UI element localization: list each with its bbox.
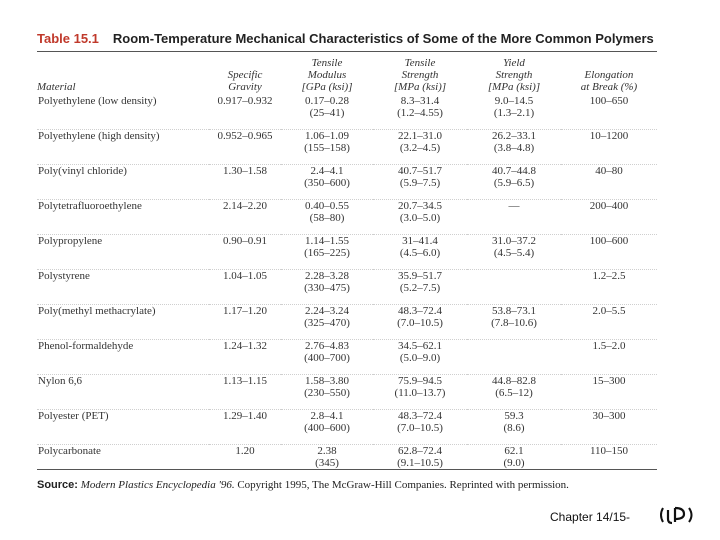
elongation-cell: 30–300 [561, 410, 657, 445]
value-si: 1.06–1.09 [305, 130, 349, 142]
material-cell: Phenol-formaldehyde [37, 340, 209, 375]
value-si: 44.8–82.8 [492, 375, 536, 387]
yield-strength-cell [467, 95, 561, 130]
material-cell: Polypropylene [37, 235, 209, 270]
value-si: 2.38 [317, 445, 337, 457]
yield-strength-cell [467, 235, 561, 270]
tensile-modulus-cell [281, 375, 373, 410]
tensile-strength-cell [373, 95, 467, 130]
material-cell: Nylon 6,6 [37, 375, 209, 410]
source-note [37, 479, 677, 491]
table-row [37, 130, 657, 165]
tensile-strength-cell [373, 235, 467, 270]
tensile-strength-cell [373, 130, 467, 165]
header-specific-gravity: Specific Gravity [227, 69, 263, 93]
tensile-modulus-cell [281, 130, 373, 165]
material-cell: Polycarbonate [38, 445, 101, 457]
value-si: 62.1 [504, 445, 524, 457]
tensile-strength-cell [373, 340, 467, 375]
bottom-rule [37, 469, 657, 470]
yield-strength-cell [467, 200, 561, 235]
table-row [37, 340, 657, 375]
specific-gravity-cell: 1.04–1.05 [209, 270, 281, 305]
source-publication: Modern Plastics Encyclopedia '96. [80, 479, 235, 491]
elongation-cell: 15–300 [561, 375, 657, 410]
elongation-cell: 100–650 [561, 95, 657, 130]
elongation-cell: 100–600 [561, 235, 657, 270]
value-ksi: (3.0–5.0) [399, 212, 441, 224]
value-ksi: (330–475) [304, 282, 350, 294]
yield-strength-cell [467, 305, 561, 340]
value-ksi: (325–470) [304, 317, 350, 329]
yield-strength-cell [467, 130, 561, 165]
value-ksi: (155–158) [304, 142, 350, 154]
table-row [37, 95, 657, 130]
elongation-cell: 200–400 [561, 200, 657, 235]
material-cell: Poly(methyl methacrylate) [37, 305, 209, 340]
elongation-cell: 2.0–5.5 [561, 305, 657, 340]
table-row [37, 445, 657, 480]
tensile-modulus-cell [281, 340, 373, 375]
header-material: Material [37, 81, 76, 93]
value-ksi: (4.5–6.0) [399, 247, 441, 259]
value-ksi: (230–550) [304, 387, 350, 399]
elongation-cell: 110–150 [589, 445, 629, 457]
tensile-modulus-cell [281, 410, 373, 445]
tensile-modulus-cell [281, 200, 373, 235]
table-row [37, 270, 657, 305]
value-si: 59.3 [504, 410, 524, 422]
value-ksi: (9.1–10.5) [397, 457, 443, 469]
yield-strength-cell [467, 375, 561, 410]
value-ksi: (5.2–7.5) [399, 282, 441, 294]
specific-gravity-cell: 1.17–1.20 [209, 305, 281, 340]
value-ksi: (165–225) [304, 247, 350, 259]
value-ksi: (3.2–4.5) [399, 142, 441, 154]
value-si: 31–41.4 [402, 235, 438, 247]
specific-gravity-cell: 1.20 [235, 445, 255, 457]
elongation-cell: 40–80 [561, 165, 657, 200]
specific-gravity-cell: 0.952–0.965 [209, 130, 281, 165]
specific-gravity-cell: 1.29–1.40 [209, 410, 281, 445]
table-row [37, 375, 657, 410]
value-si: 53.8–73.1 [492, 305, 536, 317]
tensile-modulus-cell [281, 95, 373, 130]
header-row [37, 57, 657, 95]
tensile-modulus-cell [281, 270, 373, 305]
yield-strength-cell [467, 445, 561, 480]
value-ksi: (1.3–2.1) [493, 107, 535, 119]
polymer-properties-table [37, 57, 657, 479]
value-ksi: (400–700) [304, 352, 350, 364]
value-ksi: (5.0–9.0) [399, 352, 441, 364]
tensile-modulus-cell [281, 305, 373, 340]
value-si: 0.40–0.55 [305, 200, 349, 212]
value-ksi: (345) [315, 457, 339, 469]
value-si: 75.9–94.5 [398, 375, 442, 387]
value-si: 62.8–72.4 [398, 445, 442, 457]
value-si: 8.3–31.4 [400, 95, 440, 107]
table-row [37, 305, 657, 340]
elongation-cell: 1.2–2.5 [561, 270, 657, 305]
value-si: 40.7–51.7 [398, 165, 442, 177]
material-cell: Polytetrafluoroethylene [37, 200, 209, 235]
chapter-label: Chapter 14/15- [550, 510, 631, 524]
table-row [37, 235, 657, 270]
specific-gravity-cell: 1.24–1.32 [209, 340, 281, 375]
value-si: 2.28–3.28 [305, 270, 349, 282]
tensile-strength-cell [373, 305, 467, 340]
value-si: — [508, 200, 520, 212]
header-tensile-modulus: Tensile Modulus [GPa (ksi)] [301, 57, 353, 93]
table-body [37, 95, 657, 479]
tensile-strength-cell [373, 410, 467, 445]
value-ksi: (350–600) [304, 177, 350, 189]
value-ksi: (11.0–13.7) [394, 387, 446, 399]
value-ksi: (7.8–10.6) [491, 317, 537, 329]
value-si: 48.3–72.4 [398, 410, 442, 422]
value-ksi: (8.6) [503, 422, 525, 434]
tensile-modulus-cell [281, 445, 373, 480]
value-si: 48.3–72.4 [398, 305, 442, 317]
specific-gravity-cell: 0.917–0.932 [209, 95, 281, 130]
value-ksi: (3.8–4.8) [493, 142, 535, 154]
header-yield-strength: Yield Strength [MPa (ksi)] [487, 57, 541, 93]
source-label: Source: [37, 479, 78, 491]
table-row [37, 200, 657, 235]
yield-strength-cell [467, 410, 561, 445]
tensile-strength-cell [373, 165, 467, 200]
value-ksi: (9.0) [503, 457, 525, 469]
top-rule [37, 51, 657, 52]
header-tensile-strength: Tensile Strength [MPa (ksi)] [393, 57, 447, 93]
specific-gravity-cell: 2.14–2.20 [209, 200, 281, 235]
tensile-modulus-cell [281, 165, 373, 200]
value-ksi: (58–80) [309, 212, 345, 224]
value-si: 1.14–1.55 [305, 235, 349, 247]
elongation-cell: 1.5–2.0 [561, 340, 657, 375]
value-si: 20.7–34.5 [398, 200, 442, 212]
value-si: 35.9–51.7 [398, 270, 442, 282]
table-title [37, 31, 677, 46]
material-cell: Polystyrene [37, 270, 209, 305]
value-si: 34.5–62.1 [398, 340, 442, 352]
yield-strength-cell [467, 165, 561, 200]
value-si: 0.17–0.28 [305, 95, 349, 107]
specific-gravity-cell: 0.90–0.91 [209, 235, 281, 270]
value-ksi: (400–600) [304, 422, 350, 434]
value-ksi: (25–41) [309, 107, 345, 119]
tensile-strength-cell [373, 200, 467, 235]
publisher-logo-icon [657, 502, 697, 528]
table-number: Table 15.1 [37, 31, 99, 46]
table-row [37, 410, 657, 445]
yield-strength-cell [467, 340, 561, 375]
value-si: 1.58–3.80 [305, 375, 349, 387]
elongation-cell: 10–1200 [561, 130, 657, 165]
value-ksi: (4.5–5.4) [493, 247, 535, 259]
yield-strength-cell [467, 270, 561, 305]
value-ksi: (7.0–10.5) [397, 422, 443, 434]
value-si: 2.76–4.83 [305, 340, 349, 352]
value-ksi: (5.9–6.5) [493, 177, 535, 189]
value-si: 2.24–3.24 [305, 305, 349, 317]
material-cell: Polyethylene (high density) [37, 130, 209, 165]
value-ksi: (6.5–12) [495, 387, 533, 399]
value-si: 31.0–37.2 [492, 235, 536, 247]
tensile-modulus-cell [281, 235, 373, 270]
value-si: 2.8–4.1 [310, 410, 344, 422]
table-title-text: Room-Temperature Mechanical Characteristics of Some of the More Common Polymers [112, 31, 654, 46]
material-cell: Polyethylene (low density) [37, 95, 209, 130]
value-si: 40.7–44.8 [492, 165, 536, 177]
value-ksi: (5.9–7.5) [399, 177, 441, 189]
value-ksi: (1.2–4.55) [397, 107, 443, 119]
material-cell: Polyester (PET) [37, 410, 209, 445]
tensile-strength-cell [373, 445, 467, 480]
specific-gravity-cell: 1.13–1.15 [209, 375, 281, 410]
value-si: 22.1–31.0 [398, 130, 442, 142]
value-si: 9.0–14.5 [494, 95, 534, 107]
value-si: 2.4–4.1 [310, 165, 344, 177]
material-cell: Poly(vinyl chloride) [37, 165, 209, 200]
header-elongation: Elongation at Break (%) [580, 69, 638, 93]
value-si: 26.2–33.1 [492, 130, 536, 142]
tensile-strength-cell [373, 270, 467, 305]
table-row [37, 165, 657, 200]
tensile-strength-cell [373, 375, 467, 410]
specific-gravity-cell: 1.30–1.58 [209, 165, 281, 200]
source-copyright: Copyright 1995, The McGraw-Hill Companies. Reprinted with permission. [237, 479, 569, 491]
value-ksi: (7.0–10.5) [397, 317, 443, 329]
